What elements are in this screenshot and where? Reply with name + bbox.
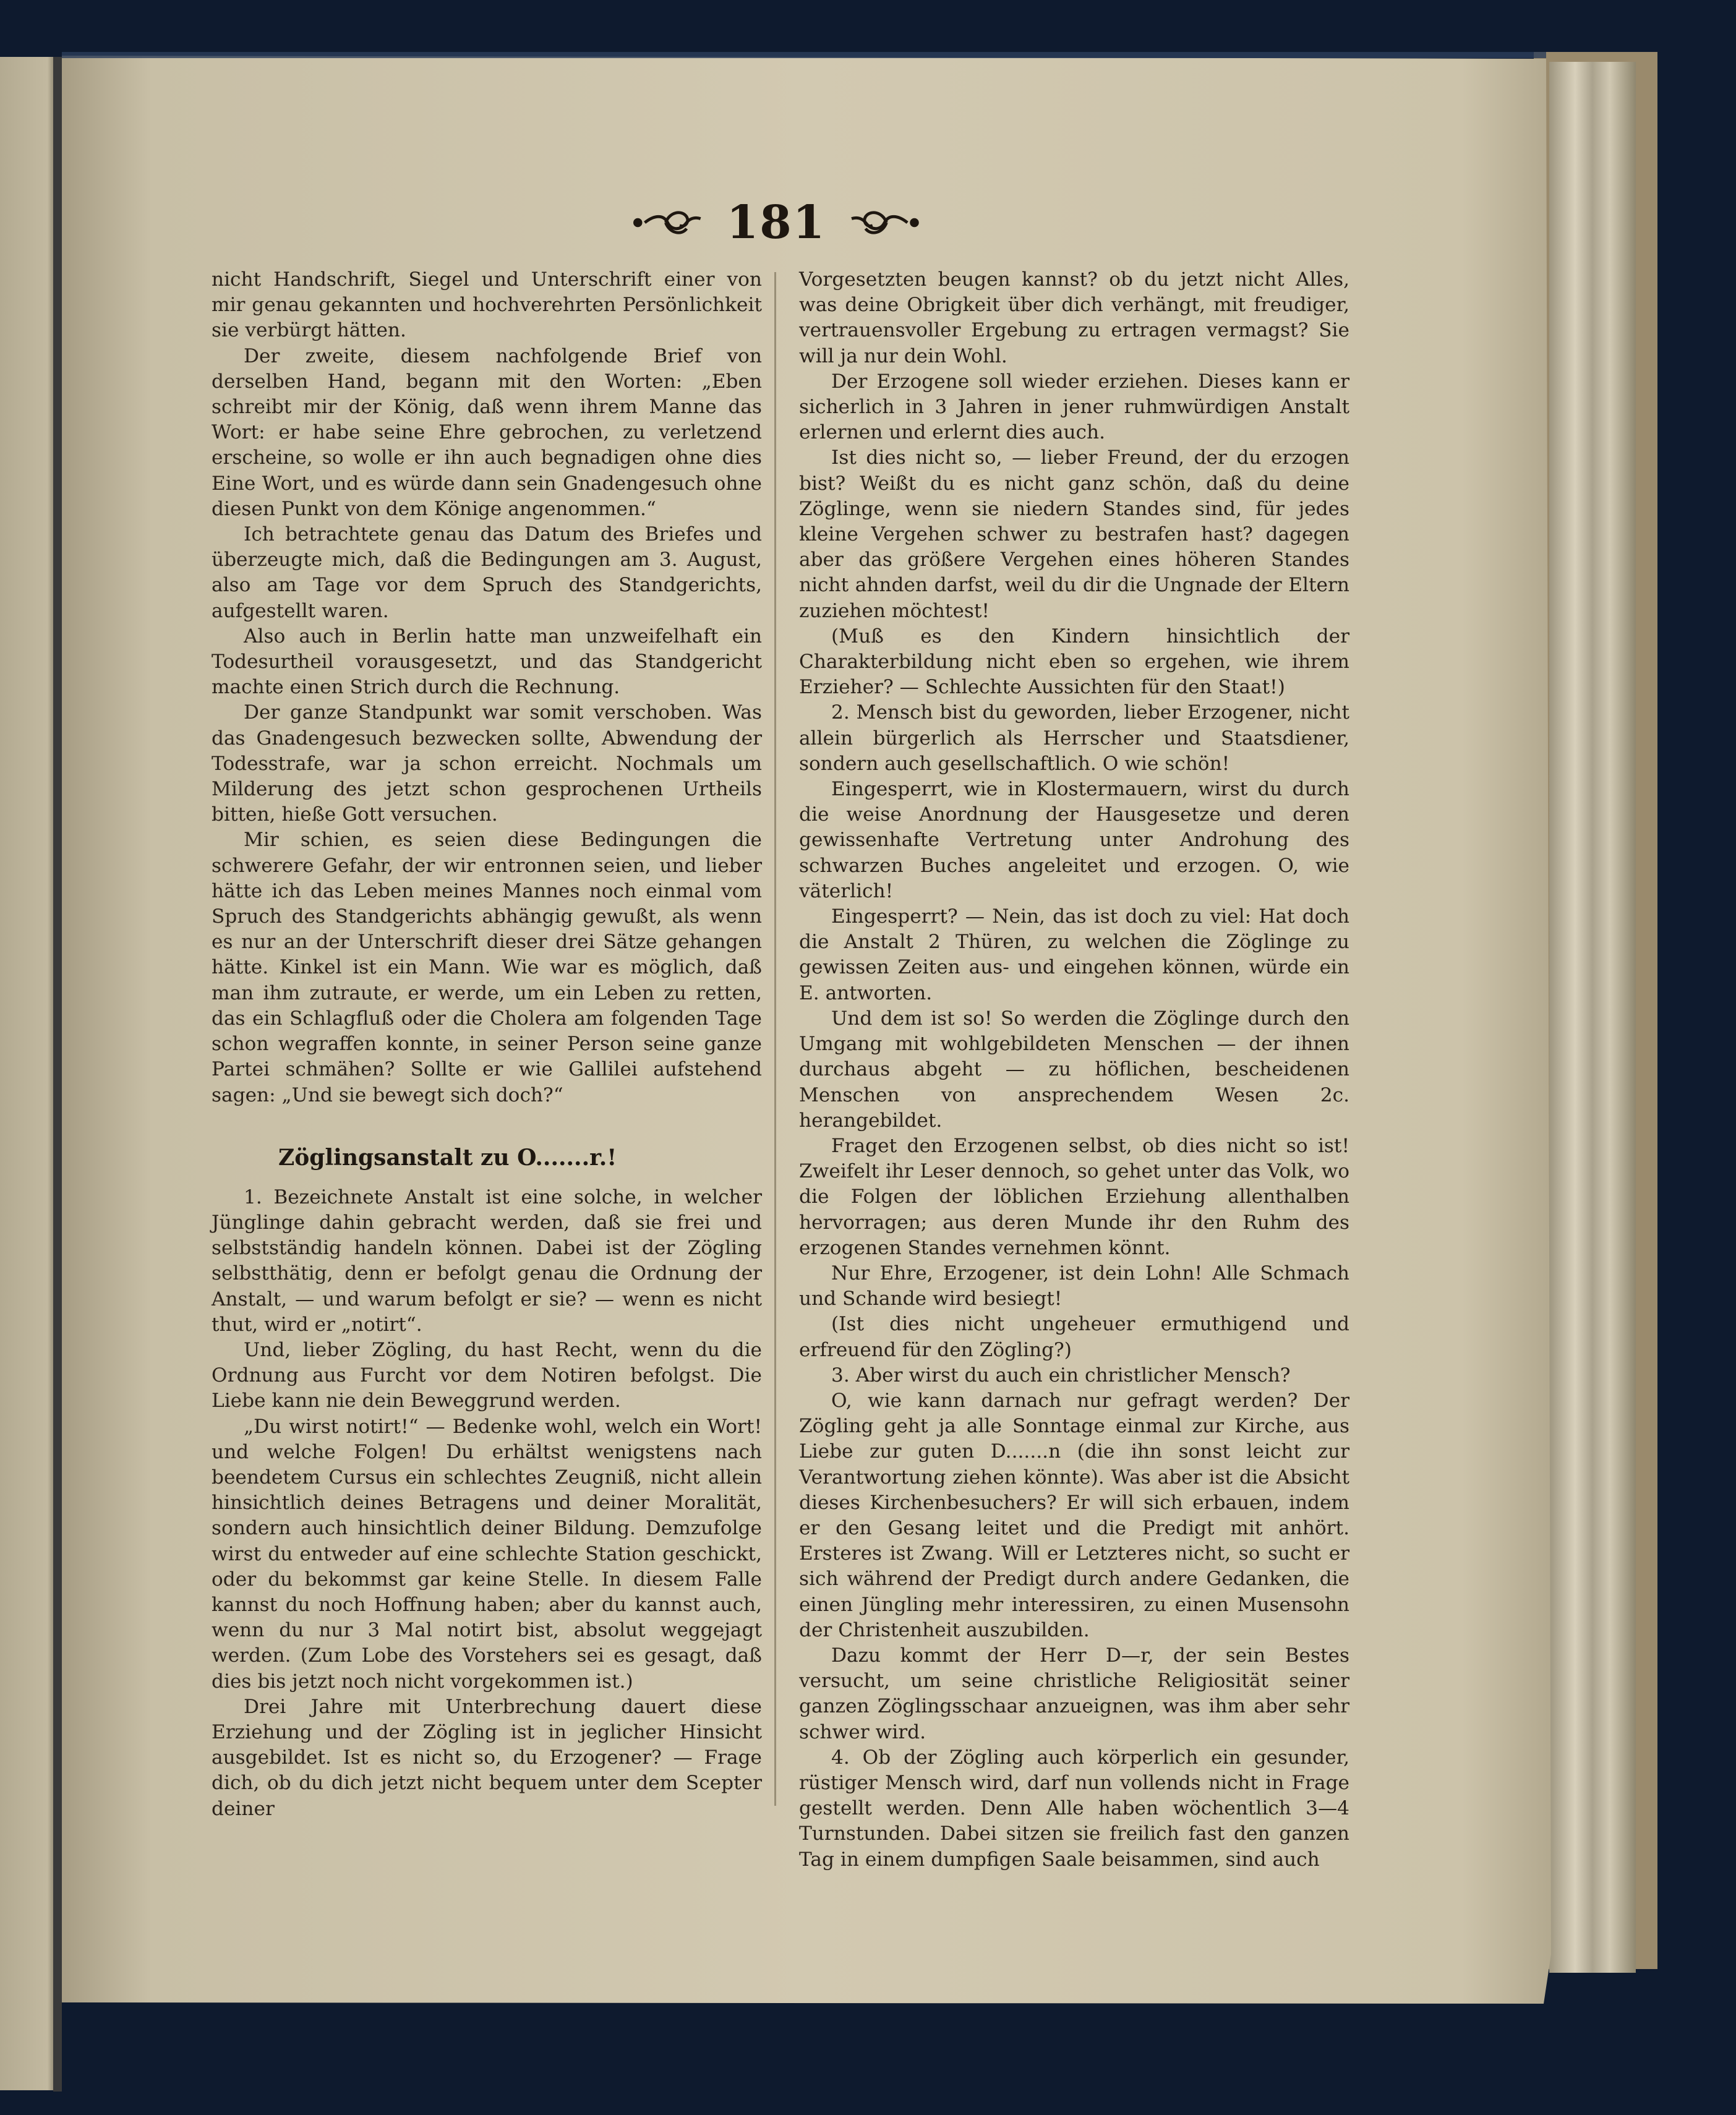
right-ornament-icon — [847, 204, 921, 241]
left-column — [212, 267, 762, 1822]
paragraph: Der ganze Standpunkt war somit verschoben. Was das Gnadengesuch bezwecken sollte, Abwendung der Todesstrafe, war ja schon erreicht. Nochmals um Milderung des jetzt schon gesprochenen Urtheils bitten, hieße Gott versuchen. — [212, 701, 762, 826]
paragraph: Drei Jahre mit Unterbrechung dauert diese Erziehung und der Zögling ist in jeglicher Hinsicht ausgebildet. Ist es nicht so, du Erzogener? — Frage dich, ob du dich jetzt nicht bequem unter dem Scepter deiner — [212, 1695, 762, 1820]
paragraph: (Muß es den Kindern hinsichtlich der Charakterbildung nicht eben so ergehen, wie ihrem Erzieher? — Schlechte Aussichten für den Staat!) — [799, 625, 1349, 699]
paragraph: 1. Bezeichnete Anstalt ist eine solche, in welcher Jünglinge dahin gebracht werden, daß sie frei und selbstständig handeln können. Dabei ist der Zögling selbstthätig, denn er befolgt genau die Ordnung der Anstalt, — und warum befolgt er sie? — wenn es nicht thut, wird er „notirt“. — [212, 1186, 762, 1336]
paragraph: Eingesperrt, wie in Klostermauern, wirst du durch die weise Anordnung der Hausgesetze und deren gewissenhafte Vertretung unter Androhung des schwarzen Buches angeleitet und erzogen. O, wie väterlich! — [799, 778, 1349, 902]
paragraph: Der Erzogene soll wieder erziehen. Dieses kann er sicherlich in 3 Jahren in jener ruhmwürdigen Anstalt erlernen und erlernt dies auch. — [799, 370, 1349, 444]
left-ornament-icon — [631, 204, 706, 241]
paragraph: Eingesperrt? — Nein, das ist doch zu viel: Hat doch die Anstalt 2 Thüren, zu welchen die Zöglinge zu gewissen Zeiten aus- und eingehen können, würde ein E. antworten. — [799, 905, 1349, 1004]
paragraph: Also auch in Berlin hatte man unzweifelhaft ein Todesurtheil vorausgesetzt, und das Standgericht machte einen Strich durch die Rechnung. — [212, 625, 762, 699]
paragraph: Vorgesetzten beugen kannst? ob du jetzt nicht Alles, was deine Obrigkeit über dich verhängt, mit freudiger, vertrauensvoller Ergebung zu ertragen vermagst? Sie will ja nur dein Wohl. — [799, 268, 1349, 367]
paragraph: (Ist dies nicht ungeheuer ermuthigend und erfreuend für den Zögling?) — [799, 1313, 1349, 1361]
paragraph: Fraget den Erzogenen selbst, ob dies nicht so ist! Zweifelt ihr Leser dennoch, so gehet unter das Volk, wo die Folgen der löblichen Erziehung allenthalben hervorragen; aus deren Munde ihr den Ruhm des erzogenen Standes vernehmen könnt. — [799, 1134, 1349, 1259]
paragraph: Und dem ist so! So werden die Zöglinge durch den Umgang mit wohlgebildeten Menschen — der ihnen durchaus abgeht — zu höflichen, bescheidenen Menschen von ansprechendem Wesen 2c. herangebildet. — [799, 1007, 1349, 1132]
left-gutter — [53, 57, 62, 2092]
section-heading: Zöglingsanstalt zu O.......r.! — [278, 1144, 617, 1171]
page-edges — [1549, 62, 1636, 1973]
column-divider — [774, 272, 776, 1806]
paragraph: 3. Aber wirst du auch ein christlicher Mensch? — [831, 1364, 1291, 1386]
paragraph: Dazu kommt der Herr D—r, der sein Bestes versucht, um seine christliche Religiosität seiner ganzen Zöglingsschaar anzueignen, was ihm aber sehr schwer wird. — [799, 1644, 1349, 1743]
paragraph: 4. Ob der Zögling auch körperlich ein gesunder, rüstiger Mensch wird, darf nun vollends nicht in Frage gestellt werden. Denn Alle haben wöchentlich 3—4 Turnstunden. Dabei sitzen sie freilich fast den ganzen Tag in einem dumpfigen Saale beisammen, sind auch — [799, 1746, 1349, 1871]
page-number-text: 181 — [726, 196, 826, 249]
paragraph: Ich betrachtete genau das Datum des Briefes und überzeugte mich, daß die Bedingungen am 3. August, also am Tage vor dem Spruch des Standgerichts, aufgestellt waren. — [212, 523, 762, 622]
right-column — [799, 267, 1349, 1873]
paragraph: Nur Ehre, Erzogener, ist dein Lohn! Alle Schmach und Schande wird besiegt! — [799, 1262, 1349, 1310]
paragraph: Mir schien, es seien diese Bedingungen die schwerere Gefahr, der wir entronnen seien, und lieber hätte ich das Leben meines Mannes noch einmal vom Spruch des Standgerichts abhängig gewußt, als wenn es nur an der Unterschrift dieser drei Sätze gehangen hätte. Kinkel ist ein Mann. Wie war es möglich, daß man ihm zutraute, er werde, um ein Leben zu retten, das ein Schlagfluß oder die Cholera am folgenden Tage schon wegraffen konnte, in seiner Person seine ganze Partei schmähen? Sollte er wie Gallilei aufstehend sagen: „Und sie bewegt sich doch?“ — [212, 829, 762, 1106]
paragraph: Und, lieber Zögling, du hast Recht, wenn du die Ordnung aus Furcht vor dem Notiren befolgst. Die Liebe kann nie dein Beweggrund werden. — [212, 1338, 762, 1412]
paragraph: 2. Mensch bist du geworden, lieber Erzogener, nicht allein bürgerlich als Herrscher und Staatsdiener, sondern auch gesellschaftlich. O wie schön! — [799, 701, 1349, 775]
paragraph: O, wie kann darnach nur gefragt werden? Der Zögling geht ja alle Sonntage einmal zur Kirche, aus Liebe zur guten D.......n (die ihn sonst leicht zur Verantwortung ziehen könnte). Was aber ist die Absicht dieses Kirchenbesuchers? Er will sich erbauen, indem er den Gesang leitet und die Predigt mit anhört. Ersteres ist Zwang. Will er Letzteres nicht, so sucht er sich während der Predigt durch andere Gedanken, die einen Jüngling mehr interessiren, zu einen Musensohn der Christenheit auszubilden. — [799, 1389, 1349, 1641]
paragraph: Der zweite, diesem nachfolgende Brief von derselben Hand, begann mit den Worten: „Eben schreibt mir der König, daß wenn ihrem Manne das Wort: er habe seine Ehre gebrochen, zu verletzend erscheine, so wolle er ihn auch begnadigen ohne dies Eine Wort, und es würde dann sein Gnadengesuch ohne diesen Punkt von dem Könige angenommen.“ — [212, 344, 762, 520]
paragraph: Ist dies nicht so, — lieber Freund, der du erzogen bist? Weißt du es nicht ganz schön, daß du deine Zöglinge, wenn sie niedern Standes sind, für jedes kleine Vergehen schwer zu bestrafen hast? dagegen aber das größere Vergehen eines höheren Standes nicht ahnden darfst, weil du dir die Ungnade der Eltern zuziehen möchtest! — [799, 446, 1349, 622]
paragraph: „Du wirst notirt!“ — Bedenke wohl, welch ein Wort! und welche Folgen! Du erhältst wenigstens nach beendetem Cursus ein schlechtes Zeugniß, nicht allein hinsichtlich deines Betragens und deiner Moralität, sondern auch hinsichtlich deiner Bildung. Demzufolge wirst du entweder auf eine schlechte Station geschickt, oder du bekommst gar keine Stelle. In diesem Falle kannst du noch Hoffnung haben; aber du kannst auch, wenn du nur 3 Mal notirt bist, absolut weggejagt werden. (Zum Lobe des Vorstehers sei es gesagt, daß dies bis jetzt noch nicht vorgekommen ist.) — [212, 1415, 762, 1693]
paragraph: nicht Handschrift, Siegel und Unterschrift einer von mir genau gekannten und hochverehrten Persönlichkeit sie verbürgt hätten. — [212, 268, 762, 342]
top-strip — [62, 52, 1546, 58]
page-number — [631, 186, 921, 260]
left-page-leaf — [0, 57, 59, 2090]
